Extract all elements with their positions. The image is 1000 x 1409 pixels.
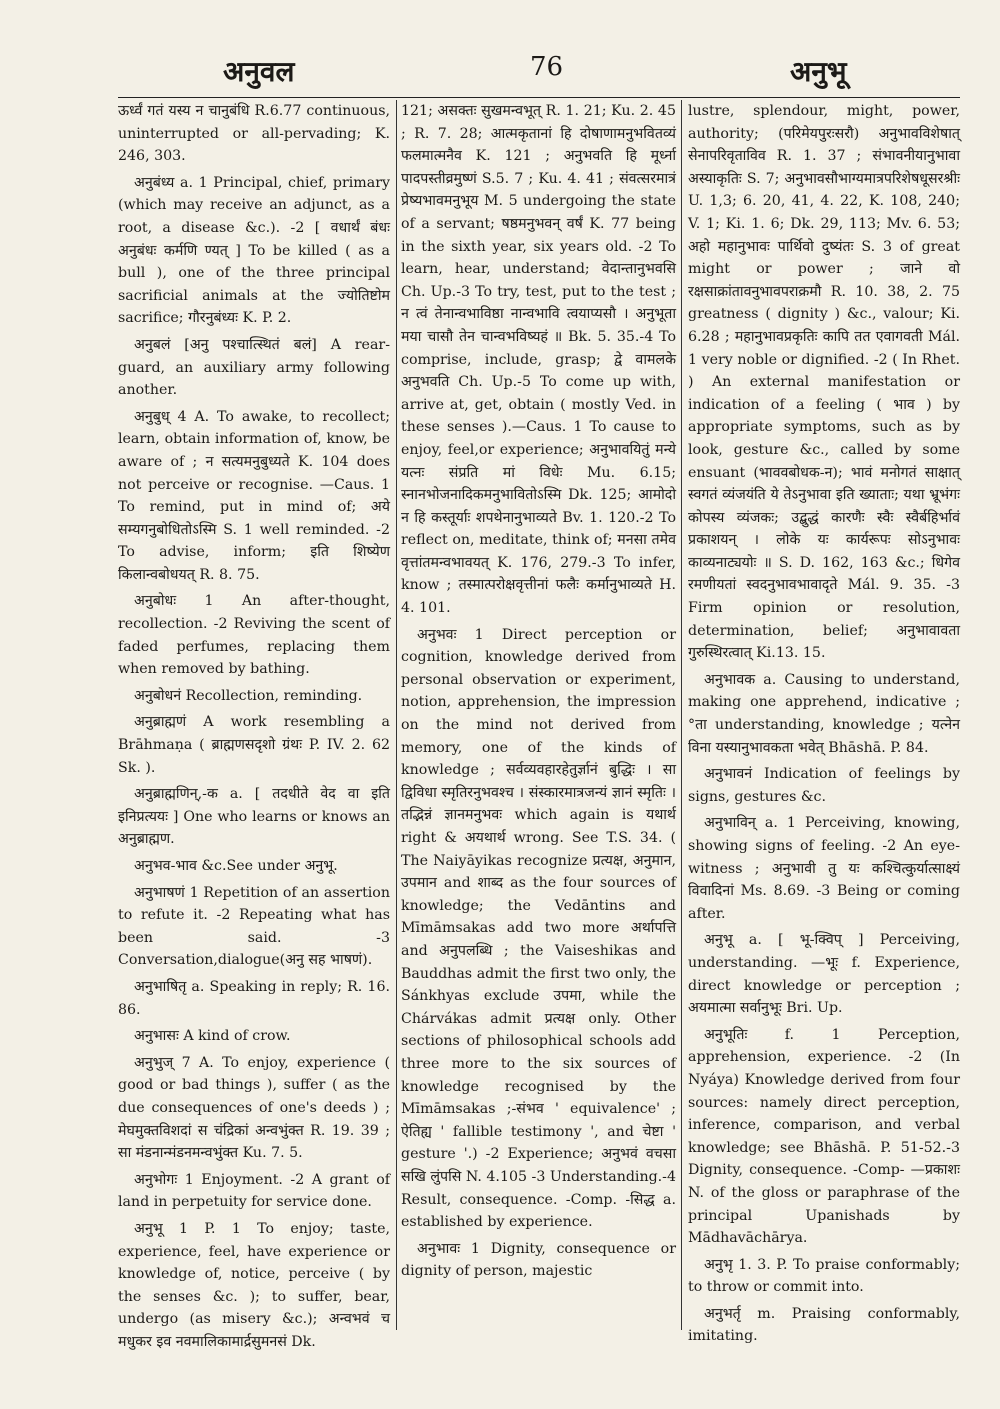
- dictionary-entry: अनुब्राह्मणिन्,-क a. [ तदधीते वेद वा इति इनिप्रत्ययः ] One who learns or knows an अनुब्राह्मण.: [118, 786, 390, 848]
- dictionary-entry: अनुभृ 1. 3. P. To praise conformably; to throw or commit into.: [688, 1256, 960, 1296]
- dictionary-entry: अनुभाषितृ a. Speaking in reply; R. 16. 86.: [118, 978, 390, 1018]
- column-divider: [681, 100, 682, 1330]
- right-guide-word: अनुभू: [790, 55, 847, 88]
- page-number: 76: [530, 52, 564, 82]
- dictionary-entry: अनुबोधनं Recollection, reminding.: [134, 687, 363, 704]
- dictionary-entry: अनुबंध्य a. 1 Principal, chief, primary (which may receive an adjunct, as a root, a disease &c.). -2 [ वधार्थं बंधः अनुबंधः कर्मणि ण्यत् ] To be killed ( as a bull ), one of the three principal sacrificial animals at the ज्योतिष्टोम sacrifice; गौरनुबंध्यः K. P. 2.: [118, 174, 390, 327]
- column-2: [401, 100, 676, 1340]
- dictionary-entry: अनुभूतिः f. 1 Perception, apprehension, experience. -2 (In Nyáya) Knowledge derived from four sources: namely direct perception, inference, comparison, and verbal knowledge; see Bhāshā. P. 51-52.-3 Dignity, consequence. -Comp- —प्रकाशः N. of the gloss or paraphrase of the principal Upanishads by Mādhavāchārya.: [688, 1026, 960, 1247]
- dictionary-entry: अनुभर्तृ m. Praising conformably, imitating.: [688, 1305, 960, 1345]
- dictionary-entry: अनुभोगः 1 Enjoyment. -2 A grant of land in perpetuity for service done.: [118, 1171, 390, 1211]
- dictionary-entry: अनुब्राह्मणं A work resembling a Brāhmaṇa ( ब्राह्मणसदृशो ग्रंथः P. IV. 2. 62 Sk. ).: [118, 714, 390, 776]
- dictionary-entry: अनुभावनं Indication of feelings by signs, gestures &c.: [688, 766, 960, 805]
- dictionary-entry: ऊर्ध्वं गतं यस्य न चानुबंधि R.6.77 continuous, uninterrupted or all-pervading; K. 246, 303.: [118, 103, 390, 165]
- dictionary-entry: अनुभवः 1 Direct perception or cognition, knowledge derived from personal observation or experiment, notion, apprehension, the impression on the mind not derived from memory, one of the kinds of knowledge ; सर्वव्यवहारहेतुर्ज्ञानं बुद्धिः । सा द्विविधा स्मृतिरनुभवश्च । संस्कारमात्रजन्यं ज्ञानं स्मृतिः । तद्भिन्नं ज्ञानमनुभवः which again is यथार्थ right & अयथार्थ wrong. See T.S. 34. ( The Naiyāyikas recognize प्रत्यक्ष, अनुमान, उपमान and शाब्द as the four sources of knowledge; the Vedāntins and Mīmāmsakas add two more अर्थापत्ति and अनुपलब्धि ; the Vaiseshikas and Bauddhas admit the first two only, the Sánkhyas exclude उपमा, while the Chárvákas admit प्रत्यक्ष only. Other sections of philosophical schools add three more to the six sources of knowledge recognised by the Mīmāmsakas ;-संभव ' equivalence' ; ऐतिह्य ' fallible testimony ', and चेष्टा ' gesture '.) -2 Experience; अनुभवं वचसा सखि लुंपसि N. 4.105 -3 Understanding.-4 Result, consequence. -Comp. -सिद्ध a. established by experience.: [401, 626, 676, 1231]
- dictionary-entry: अनुबुध् 4 A. To awake, to recollect; learn, obtain information of, know, be aware of ; न सत्यमनुबुध्यते K. 104 does not perceive or recognise. —Caus. 1 To remind, put in mind of; अये सम्यगनुबोधितोऽस्मि S. 1 well reminded. -2 To advise, inform; इति शिष्येण किलान्वबोधयत् R. 8. 75.: [118, 408, 390, 583]
- dictionary-entry: अनुभाविन् a. 1 Perceiving, knowing, showing signs of feeling. -2 An eye-witness ; अनुभावी तु यः कश्चित्कुर्यात्साक्ष्यं विवादिनां Ms. 8.69. -3 Being or coming after.: [688, 815, 960, 922]
- dictionary-entry: अनुभाषणं 1 Repetition of an assertion to refute it. -2 Repeating what has been said. -3 Conversation,dialogue(अनु सह भाषणं).: [118, 884, 390, 969]
- dictionary-entry: 121; असक्तः सुखमन्वभूत् R. 1. 21; Ku. 2. 45 ; R. 7. 28; आत्मकृतानां हि दोषाणामनुभवितव्यं फलमात्मनैव K. 121 ; अनुभवति हि मूर्ध्ना पादपस्तीव्रमुष्णं S.5. 7 ; Ku. 4. 41 ; संवत्सरमात्रं प्रेष्यभावमनुभूय M. 5 undergoing the state of a servant; षष्ठमनुभवन् वर्षं K. 77 being in the sixth year, six years old. -2 To learn, hear, understand; वेदान्तानुभवसि Ch. Up.-3 To try, test, put to the test ; न त्वं तेनान्वभाविष्ठा नान्वभावि त्वयाप्यसौ । अनुभूता मया चासौ तेन चान्वभविष्यहं ॥ Bk. 5. 35.-4 To comprise, include, grasp; द्वे वामलके अनुभवति Ch. Up.-5 To come up with, arrive at, get, obtain ( mostly Ved. in these senses ).—Caus. 1 To cause to enjoy, feel,or experience; अनुभावयितुं मन्ये यत्नः संप्रति मां विधेः Mu. 6.15; स्नानभोजनादिकमनुभावितोऽस्मि Dk. 125; आमोदो न हि कस्तूर्याः शपथेनानुभाव्यते Bv. 1. 120.-2 To reflect on, meditate, think of; मनसा तमेव वृत्तांतमन्वभावयत् K. 176, 279.-3 To infer, know ; तस्मात्परोक्षवृत्तीनां फलैः कर्मानुभाव्यते H. 4. 101.: [401, 103, 676, 617]
- column-3: [688, 100, 960, 1345]
- dictionary-entry: अनुभासः A kind of crow.: [134, 1028, 291, 1045]
- dictionary-entry: अनुबलं [अनु पश्चात्स्थितं बलं] A rear-guard, an auxiliary army following another.: [118, 336, 390, 399]
- dictionary-entry: अनुभावक a. Causing to understand, making one apprehend, indicative ; °ता understanding, knowledge ; यत्नेन विना यस्यानुभावकता भवेत् Bhāshā. P. 84.: [688, 671, 960, 756]
- dictionary-entry: अनुभव-भाव &c.See under अनुभू.: [134, 858, 338, 874]
- dictionary-entry: अनुभावः 1 Dignity, consequence or dignity of person, majestic: [401, 1240, 676, 1280]
- dictionary-entry: अनुबोधः 1 An after-thought, recollection. -2 Reviving the scent of faded perfumes, replacing them when removed by bathing.: [118, 593, 390, 678]
- dictionary-entry: अनुभुज् 7 A. To enjoy, experience ( good or bad things ), suffer ( as the due consequences of one's deeds ) ; मेघमुक्तविशदां स चंद्रिकां अन्वभुंक्त R. 19. 39 ; सा मंडनान्मंडनमन्वभुंक्त Ku. 7. 5.: [118, 1054, 390, 1162]
- dictionary-entry: lustre, splendour, might, power, authority; (परिमेयपुरःसरौ) अनुभावविशेषात् सेनापरिवृताविव R. 1. 37 ; संभावनीयानुभावा अस्याकृतिः S. 7; अनुभावसौभाग्यमात्रपरिशेषधूसरश्रीः U. 1,3; 6. 20, 41, 4. 22, K. 108, 240; V. 1; Ki. 1. 6; Dk. 29, 113; Mv. 6. 53; अहो महानुभावः पार्थिवो दुष्यंतः S. 3 of great might or power ; जाने वो रक्षसाक्रांतावनुभावपराक्रमौ R. 10. 38, 2. 75 greatness ( dignity ) &c., valour; Ki. 6.28 ; महानुभावप्रकृतिः कापि तत एवागवती Mál. 1 very noble or dignified. -2 ( In Rhet. ) An external manifestation or indication of a feeling ( भाव ) by appropriate symptoms, such as by look, gesture &c., called by some ensuant (भाववबोधक-न); भावं मनोगतं साक्षात् स्वगतं व्यंजयंति ये तेऽनुभावा इति ख्याताः; यथा भ्रूभंगः कोपस्य व्यंजकः; उद्बुद्धं कारणैः स्वैः स्वैर्बहिर्भावं प्रकाशयन् । लोके यः कार्यरूपः सोऽनुभावः काव्यनाट्ययोः ॥ S. D. 162, 163 &c.; धिगेव रमणीयतां स्वदनुभावभावादृते Mál. 9. 35. -3 Firm opinion or resolution, determination, belief; अनुभावावता गुरुस्थिरत्वात् Ki.13. 15.: [688, 103, 960, 662]
- dictionary-entry: अनुभू 1 P. 1 To enjoy; taste, experience, feel, have experience or knowledge of, notice, perceive ( by the senses &c. ); to suffer, bear, undergo (as misery &c.); अन्वभवं च मधुकर इव नवमालिकामार्द्रसुमनसं Dk.: [118, 1220, 390, 1350]
- left-guide-word: अनुवल: [223, 55, 295, 88]
- column-1: [118, 100, 390, 1350]
- dictionary-entry: अनुभू a. [ भू-क्विप् ] Perceiving, understanding. —भूः f. Experience, direct knowledge or perception ; अयमात्मा सर्वानुभूः Bri. Up.: [688, 932, 960, 1017]
- text-columns: [118, 100, 960, 1350]
- page-header: [118, 52, 960, 98]
- column-divider: [396, 100, 397, 1330]
- header-rule: [118, 97, 960, 98]
